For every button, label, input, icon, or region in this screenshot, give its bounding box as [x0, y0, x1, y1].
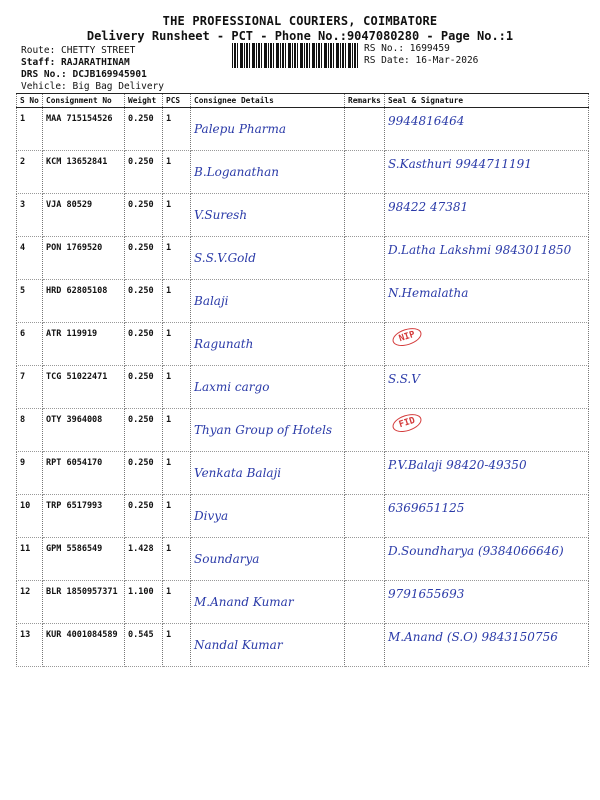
signature-handwriting: 6369651125	[388, 501, 465, 515]
cell-sno: 8	[17, 409, 43, 452]
cell-remarks	[345, 108, 385, 151]
cell-consignee	[191, 237, 345, 280]
signature-handwriting: S.Kasthuri 9944711191	[388, 157, 532, 171]
cell-consignee	[191, 581, 345, 624]
cell-pcs: 1	[163, 323, 191, 366]
cell-pcs: 1	[163, 151, 191, 194]
cell-pcs: 1	[163, 495, 191, 538]
table-row	[17, 194, 589, 237]
col-remarks: Remarks	[345, 94, 385, 108]
cell-remarks	[345, 323, 385, 366]
cell-remarks	[345, 280, 385, 323]
runsheet-table	[16, 93, 589, 667]
cell-seal-signature	[385, 538, 589, 581]
drs-number: DRS No.: DCJB169945901	[21, 69, 147, 80]
runsheet-subtitle: Delivery Runsheet - PCT - Phone No.:9047080280 - Page No.:1	[86, 29, 514, 43]
cell-pcs: 1	[163, 280, 191, 323]
consignee-handwriting: V.Suresh	[194, 208, 248, 222]
signature-handwriting: 9944816464	[388, 114, 465, 128]
staff-label: Staff: RAJARATHINAM	[21, 57, 130, 68]
table-row	[17, 366, 589, 409]
cell-consignment-no: TCG 51022471	[43, 366, 125, 409]
cell-sno: 3	[17, 194, 43, 237]
cell-consignment-no: OTY 3964008	[43, 409, 125, 452]
cell-weight: 0.250	[125, 366, 163, 409]
cell-weight: 0.250	[125, 237, 163, 280]
consignee-handwriting: Laxmi cargo	[194, 380, 270, 394]
table-row	[17, 452, 589, 495]
table-row	[17, 151, 589, 194]
cell-weight: 0.545	[125, 624, 163, 667]
consignee-handwriting: B.Loganathan	[194, 165, 279, 179]
company-title: THE PROFESSIONAL COURIERS, COIMBATORE	[162, 14, 438, 28]
consignee-handwriting: S.S.V.Gold	[194, 251, 256, 265]
cell-weight: 1.428	[125, 538, 163, 581]
cell-seal-signature	[385, 581, 589, 624]
col-sno: S No	[17, 94, 43, 108]
cell-consignee	[191, 624, 345, 667]
cell-seal-signature	[385, 366, 589, 409]
consignee-handwriting: Ragunath	[194, 337, 254, 351]
signature-handwriting: 98422 47381	[388, 200, 469, 214]
consignee-handwriting: Venkata Balaji	[194, 466, 282, 480]
table-row	[17, 495, 589, 538]
cell-consignee	[191, 280, 345, 323]
consignee-handwriting: Soundarya	[194, 552, 260, 566]
cell-sno: 11	[17, 538, 43, 581]
cell-remarks	[345, 366, 385, 409]
cell-sno: 12	[17, 581, 43, 624]
cell-weight: 0.250	[125, 452, 163, 495]
table-row	[17, 581, 589, 624]
table-row	[17, 624, 589, 667]
table-row	[17, 280, 589, 323]
cell-consignee	[191, 366, 345, 409]
signature-handwriting: N.Hemalatha	[388, 286, 469, 300]
cell-sno: 9	[17, 452, 43, 495]
cell-remarks	[345, 452, 385, 495]
signature-handwriting: S.S.V	[388, 372, 420, 386]
cell-consignee	[191, 409, 345, 452]
cell-pcs: 1	[163, 194, 191, 237]
col-pcs: PCS	[163, 94, 191, 108]
cell-weight: 0.250	[125, 495, 163, 538]
cell-sno: 6	[17, 323, 43, 366]
cell-consignment-no: VJA 80529	[43, 194, 125, 237]
cell-consignment-no: PON 1769520	[43, 237, 125, 280]
table-row	[17, 409, 589, 452]
barcode-image	[232, 43, 360, 68]
col-consignee: Consignee Details	[191, 94, 345, 108]
cell-consignment-no: MAA 715154526	[43, 108, 125, 151]
cell-seal-signature	[385, 237, 589, 280]
rs-number: RS No.: 1699459	[364, 43, 450, 54]
cell-weight: 0.250	[125, 280, 163, 323]
cell-pcs: 1	[163, 452, 191, 495]
col-consignment: Consignment No	[43, 94, 125, 108]
cell-seal-signature	[385, 452, 589, 495]
consignee-handwriting: M.Anand Kumar	[194, 595, 294, 609]
cell-consignee	[191, 151, 345, 194]
cell-seal-signature	[385, 495, 589, 538]
cell-consignment-no: KUR 4001084589	[43, 624, 125, 667]
cell-sno: 1	[17, 108, 43, 151]
table-row	[17, 323, 589, 366]
cell-consignee	[191, 108, 345, 151]
consignee-handwriting: Nandal Kumar	[194, 638, 283, 652]
cell-consignment-no: GPM 5586549	[43, 538, 125, 581]
cell-sno: 13	[17, 624, 43, 667]
cell-consignee	[191, 495, 345, 538]
cell-remarks	[345, 151, 385, 194]
table-row	[17, 108, 589, 151]
col-weight: Weight	[125, 94, 163, 108]
cell-weight: 0.250	[125, 151, 163, 194]
cell-remarks	[345, 538, 385, 581]
cell-seal-signature	[385, 624, 589, 667]
cell-remarks	[345, 495, 385, 538]
cell-seal-signature	[385, 194, 589, 237]
consignee-handwriting: Divya	[194, 509, 229, 523]
cell-sno: 7	[17, 366, 43, 409]
table-row	[17, 538, 589, 581]
cell-pcs: 1	[163, 366, 191, 409]
stamp-mark: NIP	[390, 325, 424, 350]
cell-seal-signature	[385, 323, 589, 366]
cell-consignee	[191, 452, 345, 495]
cell-seal-signature	[385, 151, 589, 194]
signature-handwriting: 9791655693	[388, 587, 465, 601]
cell-weight: 0.250	[125, 409, 163, 452]
cell-pcs: 1	[163, 237, 191, 280]
consignee-handwriting: Palepu Pharma	[194, 122, 287, 136]
rs-date: RS Date: 16-Mar-2026	[364, 55, 479, 66]
cell-consignee	[191, 323, 345, 366]
cell-remarks	[345, 409, 385, 452]
cell-remarks	[345, 581, 385, 624]
consignee-handwriting: Balaji	[194, 294, 229, 308]
route-label: Route: CHETTY STREET	[21, 45, 136, 56]
cell-weight: 0.250	[125, 108, 163, 151]
cell-seal-signature	[385, 108, 589, 151]
cell-remarks	[345, 237, 385, 280]
cell-sno: 10	[17, 495, 43, 538]
cell-sno: 4	[17, 237, 43, 280]
signature-handwriting: D.Soundharya (9384066646)	[388, 544, 564, 558]
cell-seal-signature	[385, 409, 589, 452]
cell-consignee	[191, 194, 345, 237]
stamp-mark: FID	[390, 411, 424, 436]
cell-consignment-no: RPT 6054170	[43, 452, 125, 495]
vehicle-label: Vehicle: Big Bag Delivery	[21, 81, 164, 92]
signature-handwriting: P.V.Balaji 98420-49350	[388, 458, 527, 472]
cell-sno: 2	[17, 151, 43, 194]
cell-consignment-no: TRP 6517993	[43, 495, 125, 538]
cell-consignment-no: BLR 1850957371	[43, 581, 125, 624]
cell-weight: 0.250	[125, 323, 163, 366]
cell-seal-signature	[385, 280, 589, 323]
cell-pcs: 1	[163, 108, 191, 151]
cell-consignment-no: KCM 13652841	[43, 151, 125, 194]
cell-consignment-no: HRD 62805108	[43, 280, 125, 323]
cell-remarks	[345, 624, 385, 667]
col-seal-signature: Seal & Signature	[385, 94, 589, 108]
cell-weight: 1.100	[125, 581, 163, 624]
consignee-handwriting: Thyan Group of Hotels	[194, 423, 333, 437]
cell-pcs: 1	[163, 538, 191, 581]
table-row	[17, 237, 589, 280]
signature-handwriting: D.Latha Lakshmi 9843011850	[388, 243, 572, 257]
cell-sno: 5	[17, 280, 43, 323]
cell-weight: 0.250	[125, 194, 163, 237]
cell-consignment-no: ATR 119919	[43, 323, 125, 366]
cell-pcs: 1	[163, 409, 191, 452]
table-header-row	[17, 94, 589, 108]
cell-pcs: 1	[163, 581, 191, 624]
cell-pcs: 1	[163, 624, 191, 667]
signature-handwriting: M.Anand (S.O) 9843150756	[388, 630, 558, 644]
cell-consignee	[191, 538, 345, 581]
cell-remarks	[345, 194, 385, 237]
